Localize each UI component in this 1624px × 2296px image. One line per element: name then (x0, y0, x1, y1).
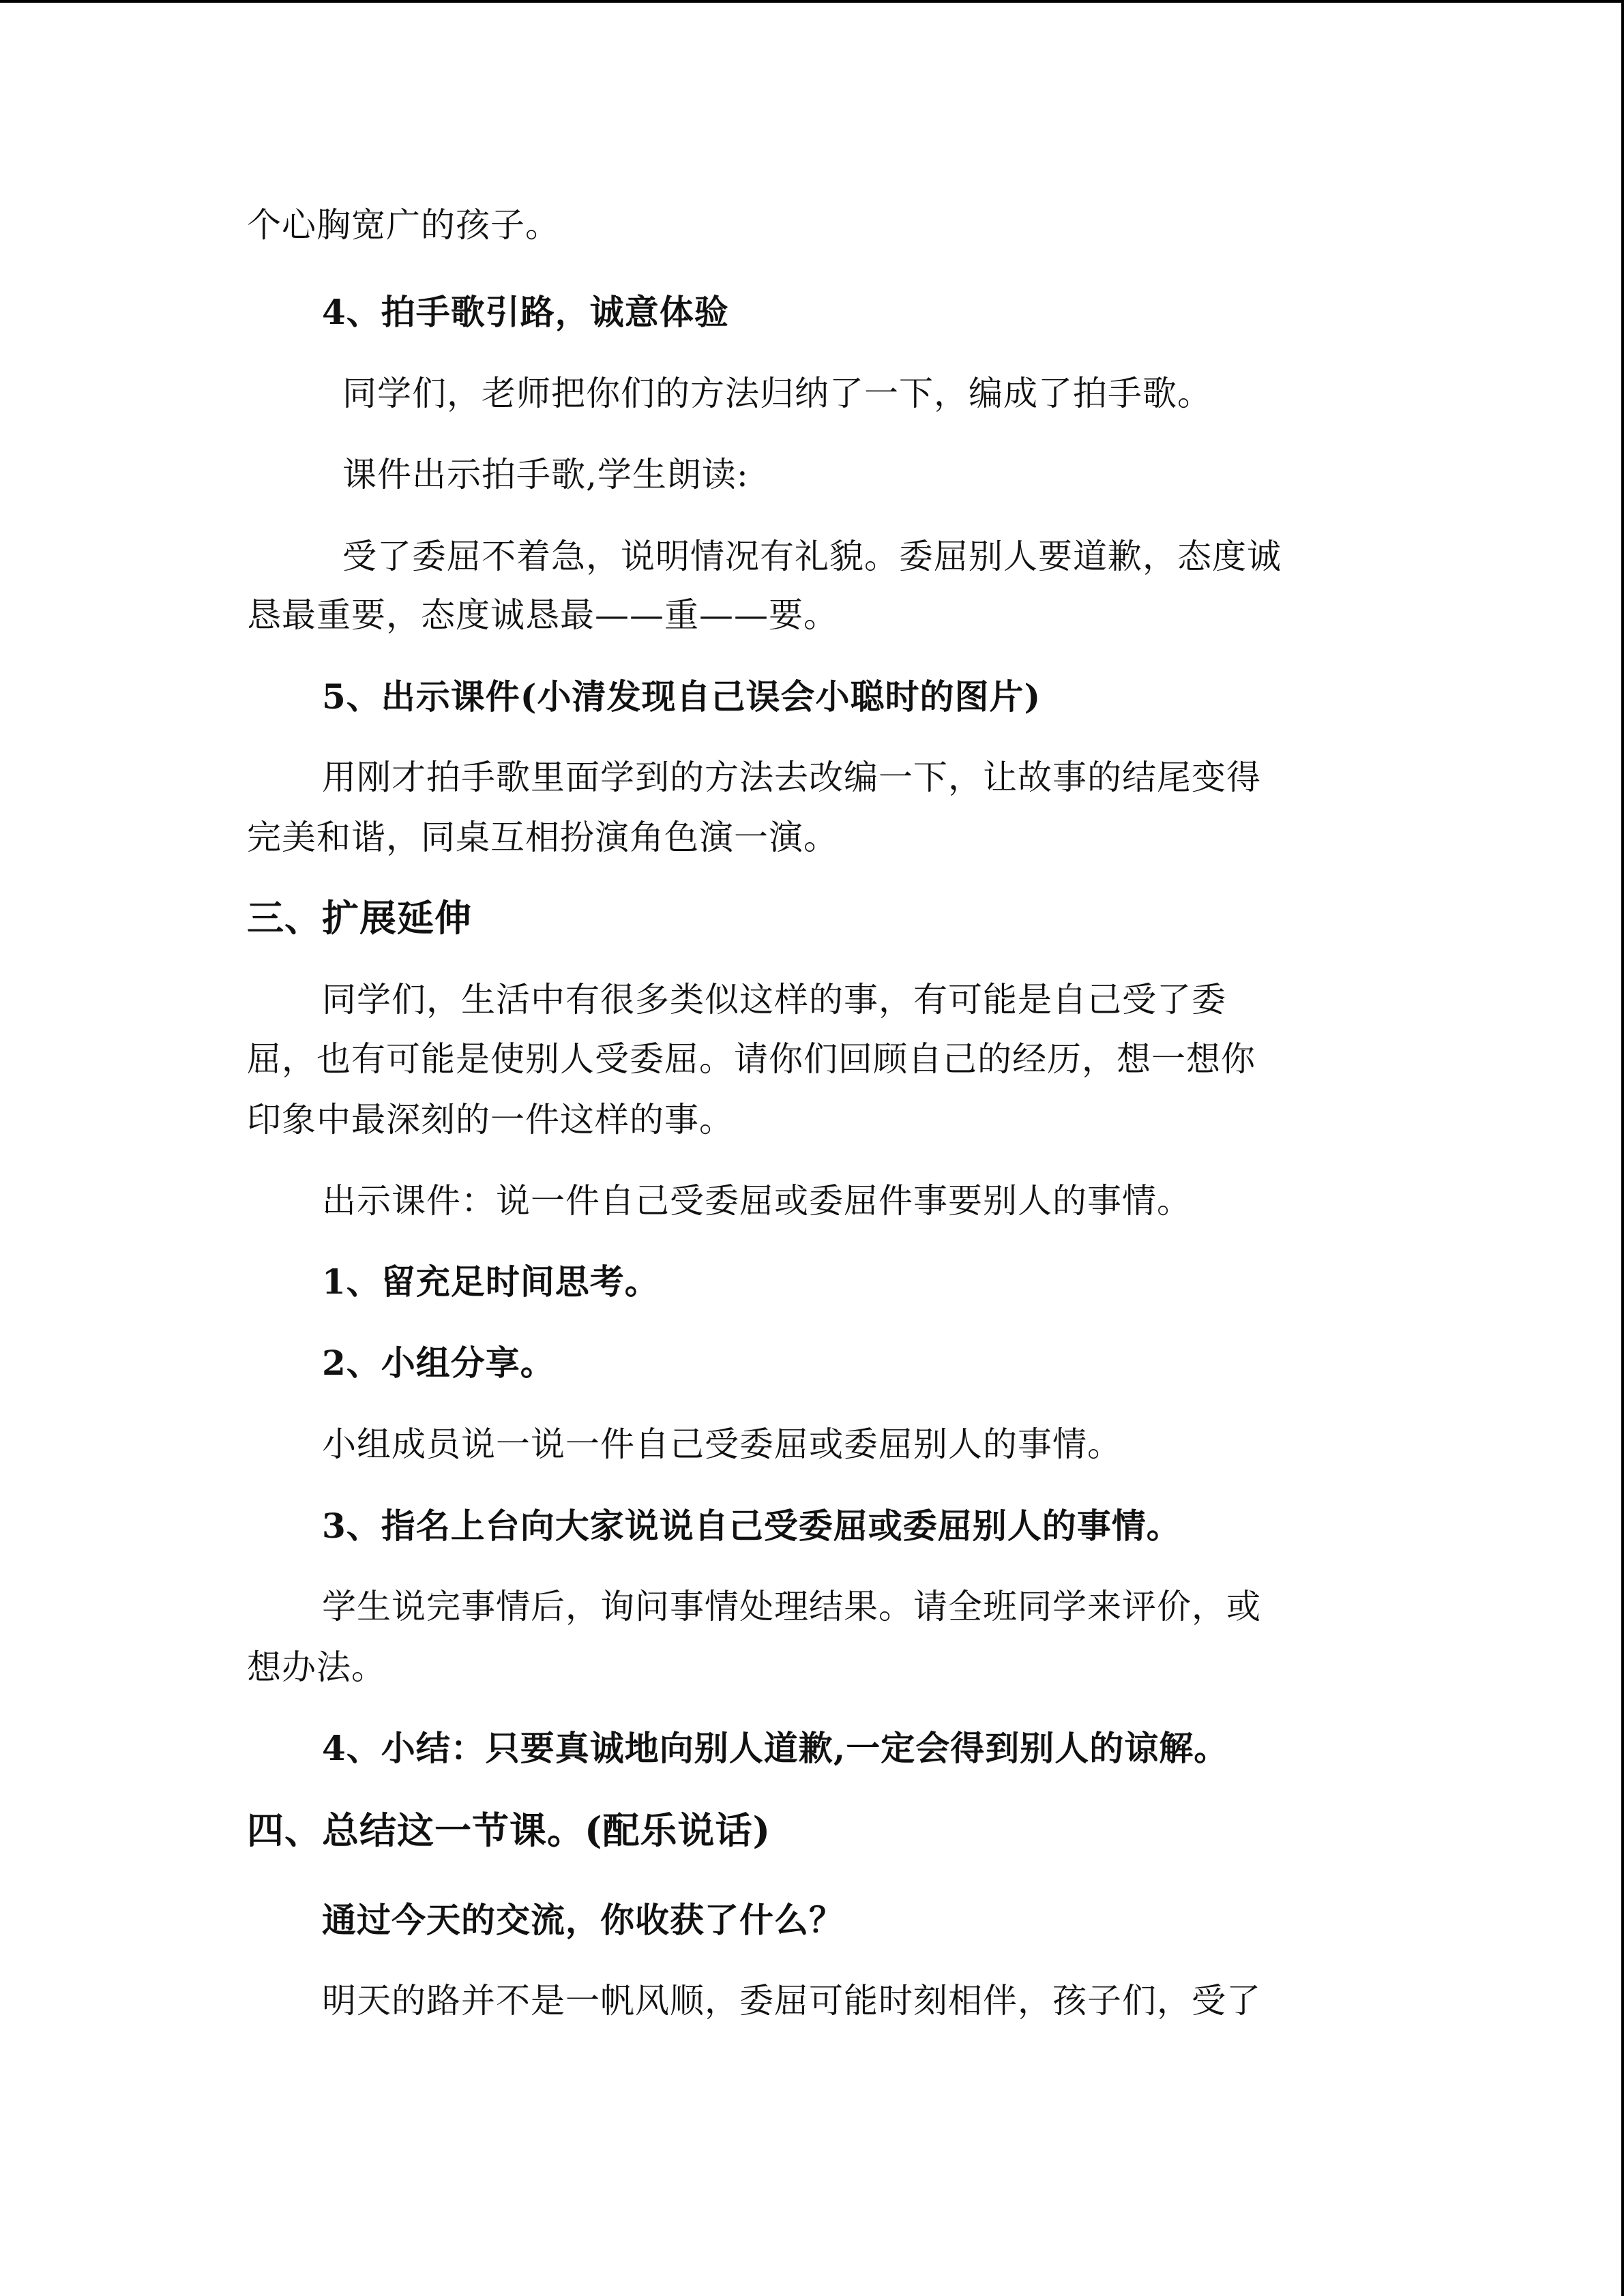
paragraph-line: 学生说完事情后，询问事情处理结果。请全班同学来评价，或 (322, 1587, 1261, 1626)
paragraph-line: 小组成员说一说一件自己受委屈或委屈别人的事情。 (322, 1425, 1122, 1464)
paragraph-line: 同学们，老师把你们的方法归纳了一下，编成了拍手歌。 (342, 374, 1212, 413)
paragraph-line: 恳最重要，态度诚恳最——重——要。 (247, 595, 838, 635)
paragraph-line: 同学们，生活中有很多类似这样的事，有可能是自己受了委 (322, 980, 1226, 1019)
paragraph-line: 屈，也有可能是使别人受委屈。请你们回顾自己的经历，想一想你 (247, 1039, 1256, 1079)
paragraph-line: 个心胸宽广的孩子。 (247, 205, 560, 245)
paragraph-line: 课件出示拍手歌,学生朗读: (342, 455, 749, 494)
section-heading: 4、拍手歌引路，诚意体验 (322, 292, 729, 332)
chapter-heading: 四、总结这一节课。(配乐说话) (247, 1808, 771, 1852)
section-heading: 2、小组分享。 (322, 1343, 555, 1383)
paragraph-line: 印象中最深刻的一件这样的事。 (247, 1100, 734, 1139)
paragraph-line: 完美和谐，同桌互相扮演角色演一演。 (247, 818, 838, 857)
paragraph-line: 出示课件：说一件自己受委屈或委屈件事要别人的事情。 (322, 1181, 1192, 1221)
chapter-heading: 三、扩展延伸 (247, 896, 472, 940)
section-heading: 4、小结：只要真诚地向别人道歉,一定会得到别人的谅解。 (322, 1728, 1229, 1768)
paragraph-line: 明天的路并不是一帆风顺，委屈可能时刻相伴，孩子们，受了 (322, 1981, 1261, 2021)
paragraph-line: 受了委屈不着急，说明情况有礼貌。委屈别人要道歉，态度诚 (342, 537, 1282, 576)
section-heading: 通过今天的交流，你收获了什么？ (322, 1900, 844, 1940)
section-heading: 1、留充足时间思考。 (322, 1262, 660, 1302)
section-heading: 3、指名上台向大家说说自己受委屈或委屈别人的事情。 (322, 1506, 1181, 1546)
paragraph-line: 想办法。 (247, 1648, 386, 1687)
section-heading: 5、出示课件(小清发现自己误会小聪时的图片) (322, 676, 1042, 717)
paragraph-line: 用刚才拍手歌里面学到的方法去改编一下，让故事的结尾变得 (322, 758, 1261, 797)
